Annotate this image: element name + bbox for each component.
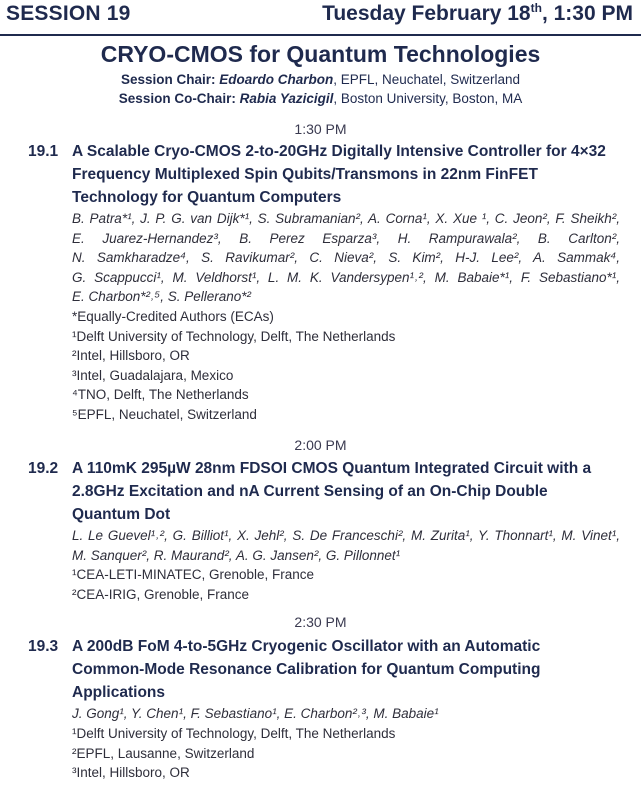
affiliation-line: ⁵EPFL, Neuchatel, Switzerland <box>72 406 257 422</box>
paper-title <box>28 140 628 209</box>
affiliation-line: ¹Delft University of Technology, Delft, The Netherlands <box>72 726 396 741</box>
author-line: G. Scappucci¹, M. Veldhorst¹, L. M. K. Vandersypen¹˒², M. Babaie*¹, F. Sebastiano*¹, <box>72 269 620 285</box>
paper-authors <box>72 526 620 565</box>
affiliation-line: ²EPFL, Lausanne, Switzerland <box>72 745 255 761</box>
session-day-suffix: th <box>530 1 542 15</box>
author-line: E. Juarez-Hernandez³, B. Perez Esparza³, H. Rampurawala², B. Carlton², <box>72 230 620 246</box>
title-line: 2.8GHz Excitation and nA Current Sensing of an On-Chip Double <box>72 483 548 500</box>
affiliation-line: ³Intel, Guadalajara, Mexico <box>72 367 234 383</box>
session-title: CRYO-CMOS for Quantum Technologies <box>100 41 541 67</box>
paper-affiliations <box>72 307 620 424</box>
title-line: Quantum Dot <box>72 506 171 523</box>
page-header <box>0 0 641 36</box>
affiliation-line: ⁴TNO, Delft, The Netherlands <box>72 387 249 402</box>
paper-affiliations <box>72 565 620 604</box>
author-line: E. Charbon*²˒⁵, S. Pellerano*² <box>72 289 252 304</box>
cochair-affiliation: , Boston University, Boston, MA <box>333 91 523 106</box>
title-line: Technology for Quantum Computers <box>72 189 342 206</box>
paper-affiliations <box>72 724 620 783</box>
session-time: , 1:30 PM <box>541 2 633 25</box>
title-line: A 110mK 295µW 28nm FDSOI CMOS Quantum Integrated Circuit with a <box>72 460 592 477</box>
session-datetime <box>322 2 633 26</box>
paper-authors <box>72 209 620 307</box>
cochair-name: Rabia Yazicigil <box>239 91 334 106</box>
affiliation-line: ¹CEA-LETI-MINATEC, Grenoble, France <box>72 567 315 582</box>
chair-label: Session Chair: <box>120 72 220 87</box>
paper-time: 2:00 PM <box>294 437 347 453</box>
affiliation-line: ¹Delft University of Technology, Delft, The Netherlands <box>72 328 396 344</box>
session-day: Tuesday February 18 <box>322 2 531 25</box>
affiliation-line: ³Intel, Hillsboro, OR <box>72 765 190 780</box>
author-line: L. Le Guevel¹˒², G. Billiot¹, X. Jehl², S. De Franceschi², M. Zurita¹, Y. Thonnart¹, M. Vinet¹, <box>72 528 620 543</box>
affiliation-line: ²Intel, Hillsboro, OR <box>72 348 190 363</box>
title-line: A Scalable Cryo-CMOS 2-to-20GHz Digitally Intensive Controller for 4×32 <box>72 143 606 160</box>
paper-time: 2:30 PM <box>294 614 347 630</box>
paper-title <box>28 635 628 704</box>
session-chair <box>0 72 641 87</box>
session-number: SESSION 19 <box>6 2 131 25</box>
paper-number: 19.1 <box>28 143 59 160</box>
chair-affiliation: , EPFL, Neuchatel, Switzerland <box>333 72 521 87</box>
title-line: A 200dB FoM 4-to-5GHz Cryogenic Oscillator with an Automatic <box>72 638 541 655</box>
paper-time: 1:30 PM <box>294 121 347 137</box>
cochair-label: Session Co-Chair: <box>118 91 240 106</box>
title-line: Common-Mode Resonance Calibration for Quantum Computing <box>72 661 541 678</box>
title-line: Applications <box>72 684 166 701</box>
paper-title <box>28 457 628 526</box>
affiliation-line: *Equally-Credited Authors (ECAs) <box>72 309 274 324</box>
title-line: Frequency Multiplexed Spin Qubits/Transmons in 22nm FinFET <box>72 166 538 183</box>
chair-name: Edoardo Charbon <box>219 72 334 87</box>
author-line: M. Sanquer², R. Maurand², A. G. Jansen², G. Pillonnet¹ <box>72 547 401 563</box>
session-cochair <box>0 91 641 106</box>
paper-number: 19.3 <box>28 638 59 655</box>
paper-authors <box>72 704 620 724</box>
author-line: J. Gong¹, Y. Chen¹, F. Sebastiano¹, E. Charbon²˒³, M. Babaie¹ <box>72 706 439 721</box>
author-line: B. Patra*¹, J. P. G. van Dijk*¹, S. Subramanian², A. Corna¹, X. Xue ¹, C. Jeon², F. Sheikh², <box>72 211 620 226</box>
author-line: N. Samkharadze⁴, S. Ravikumar², C. Nieva², S. Kim², H-J. Lee², A. Sammak⁴, <box>72 250 620 265</box>
paper-number: 19.2 <box>28 460 59 477</box>
affiliation-line: ²CEA-IRIG, Grenoble, France <box>72 586 250 602</box>
